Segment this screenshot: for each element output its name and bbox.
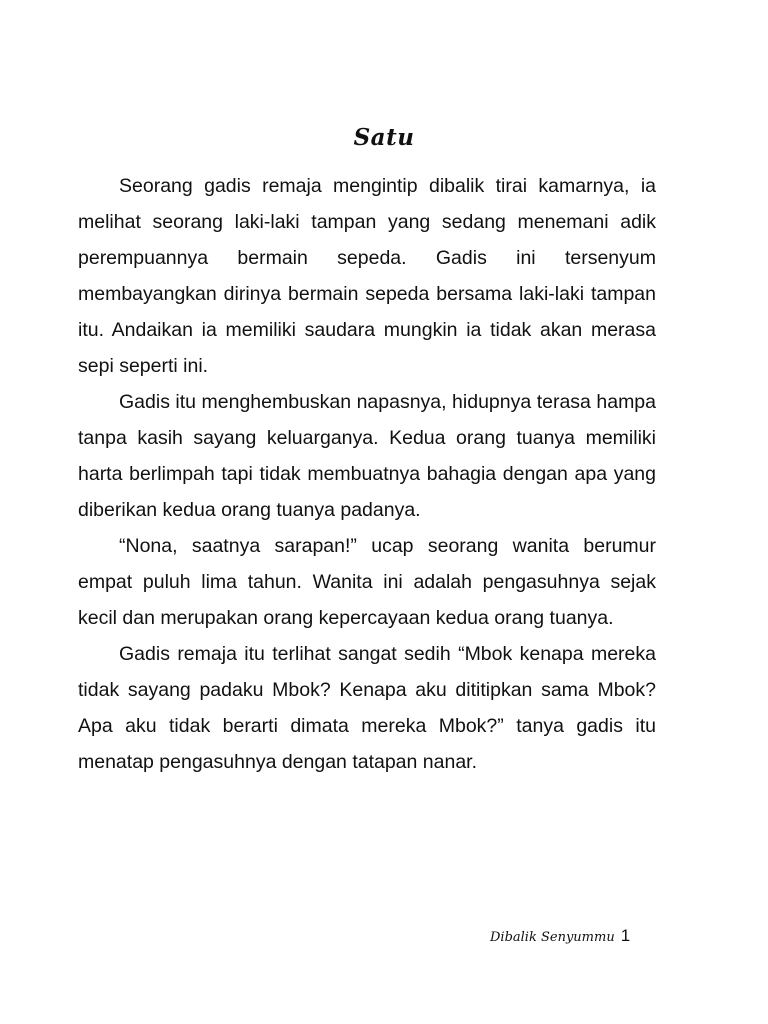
paragraph: Seorang gadis remaja mengintip dibalik tirai kamarnya, ia melihat seorang laki-laki tampan yang sedang menemani adik perempuannya bermain sepeda. Gadis ini tersenyum membayangkan dirinya bermain sepeda bersama laki-laki tampan itu. Andaikan ia memiliki saudara mungkin ia tidak akan merasa sepi seperti ini. [78,175,656,377]
chapter-body [78,168,656,780]
paragraph: Gadis remaja itu terlihat sangat sedih “Mbok kenapa mereka tidak sayang padaku Mbok? Kenapa aku dititipkan sama Mbok? Apa aku tidak berarti dimata mereka Mbok?” tanya gadis itu menatap pengasuhnya dengan tatapan nanar. [78,643,656,773]
paragraph: Gadis itu menghembuskan napasnya, hidupnya terasa hampa tanpa kasih sayang keluarganya. Kedua orang tuanya memiliki harta berlimpah tapi tidak membuatnya bahagia dengan apa yang diberikan kedua orang tuanya padanya. [78,391,656,521]
page-footer [490,926,630,946]
chapter-title: Satu [353,124,415,151]
footer-book-title: Dibalik Senyummu [490,930,615,945]
paragraph: “Nona, saatnya sarapan!” ucap seorang wanita berumur empat puluh lima tahun. Wanita ini adalah pengasuhnya sejak kecil dan merupakan orang kepercayaan kedua orang tuanya. [78,535,656,629]
page-number: 1 [620,926,631,945]
